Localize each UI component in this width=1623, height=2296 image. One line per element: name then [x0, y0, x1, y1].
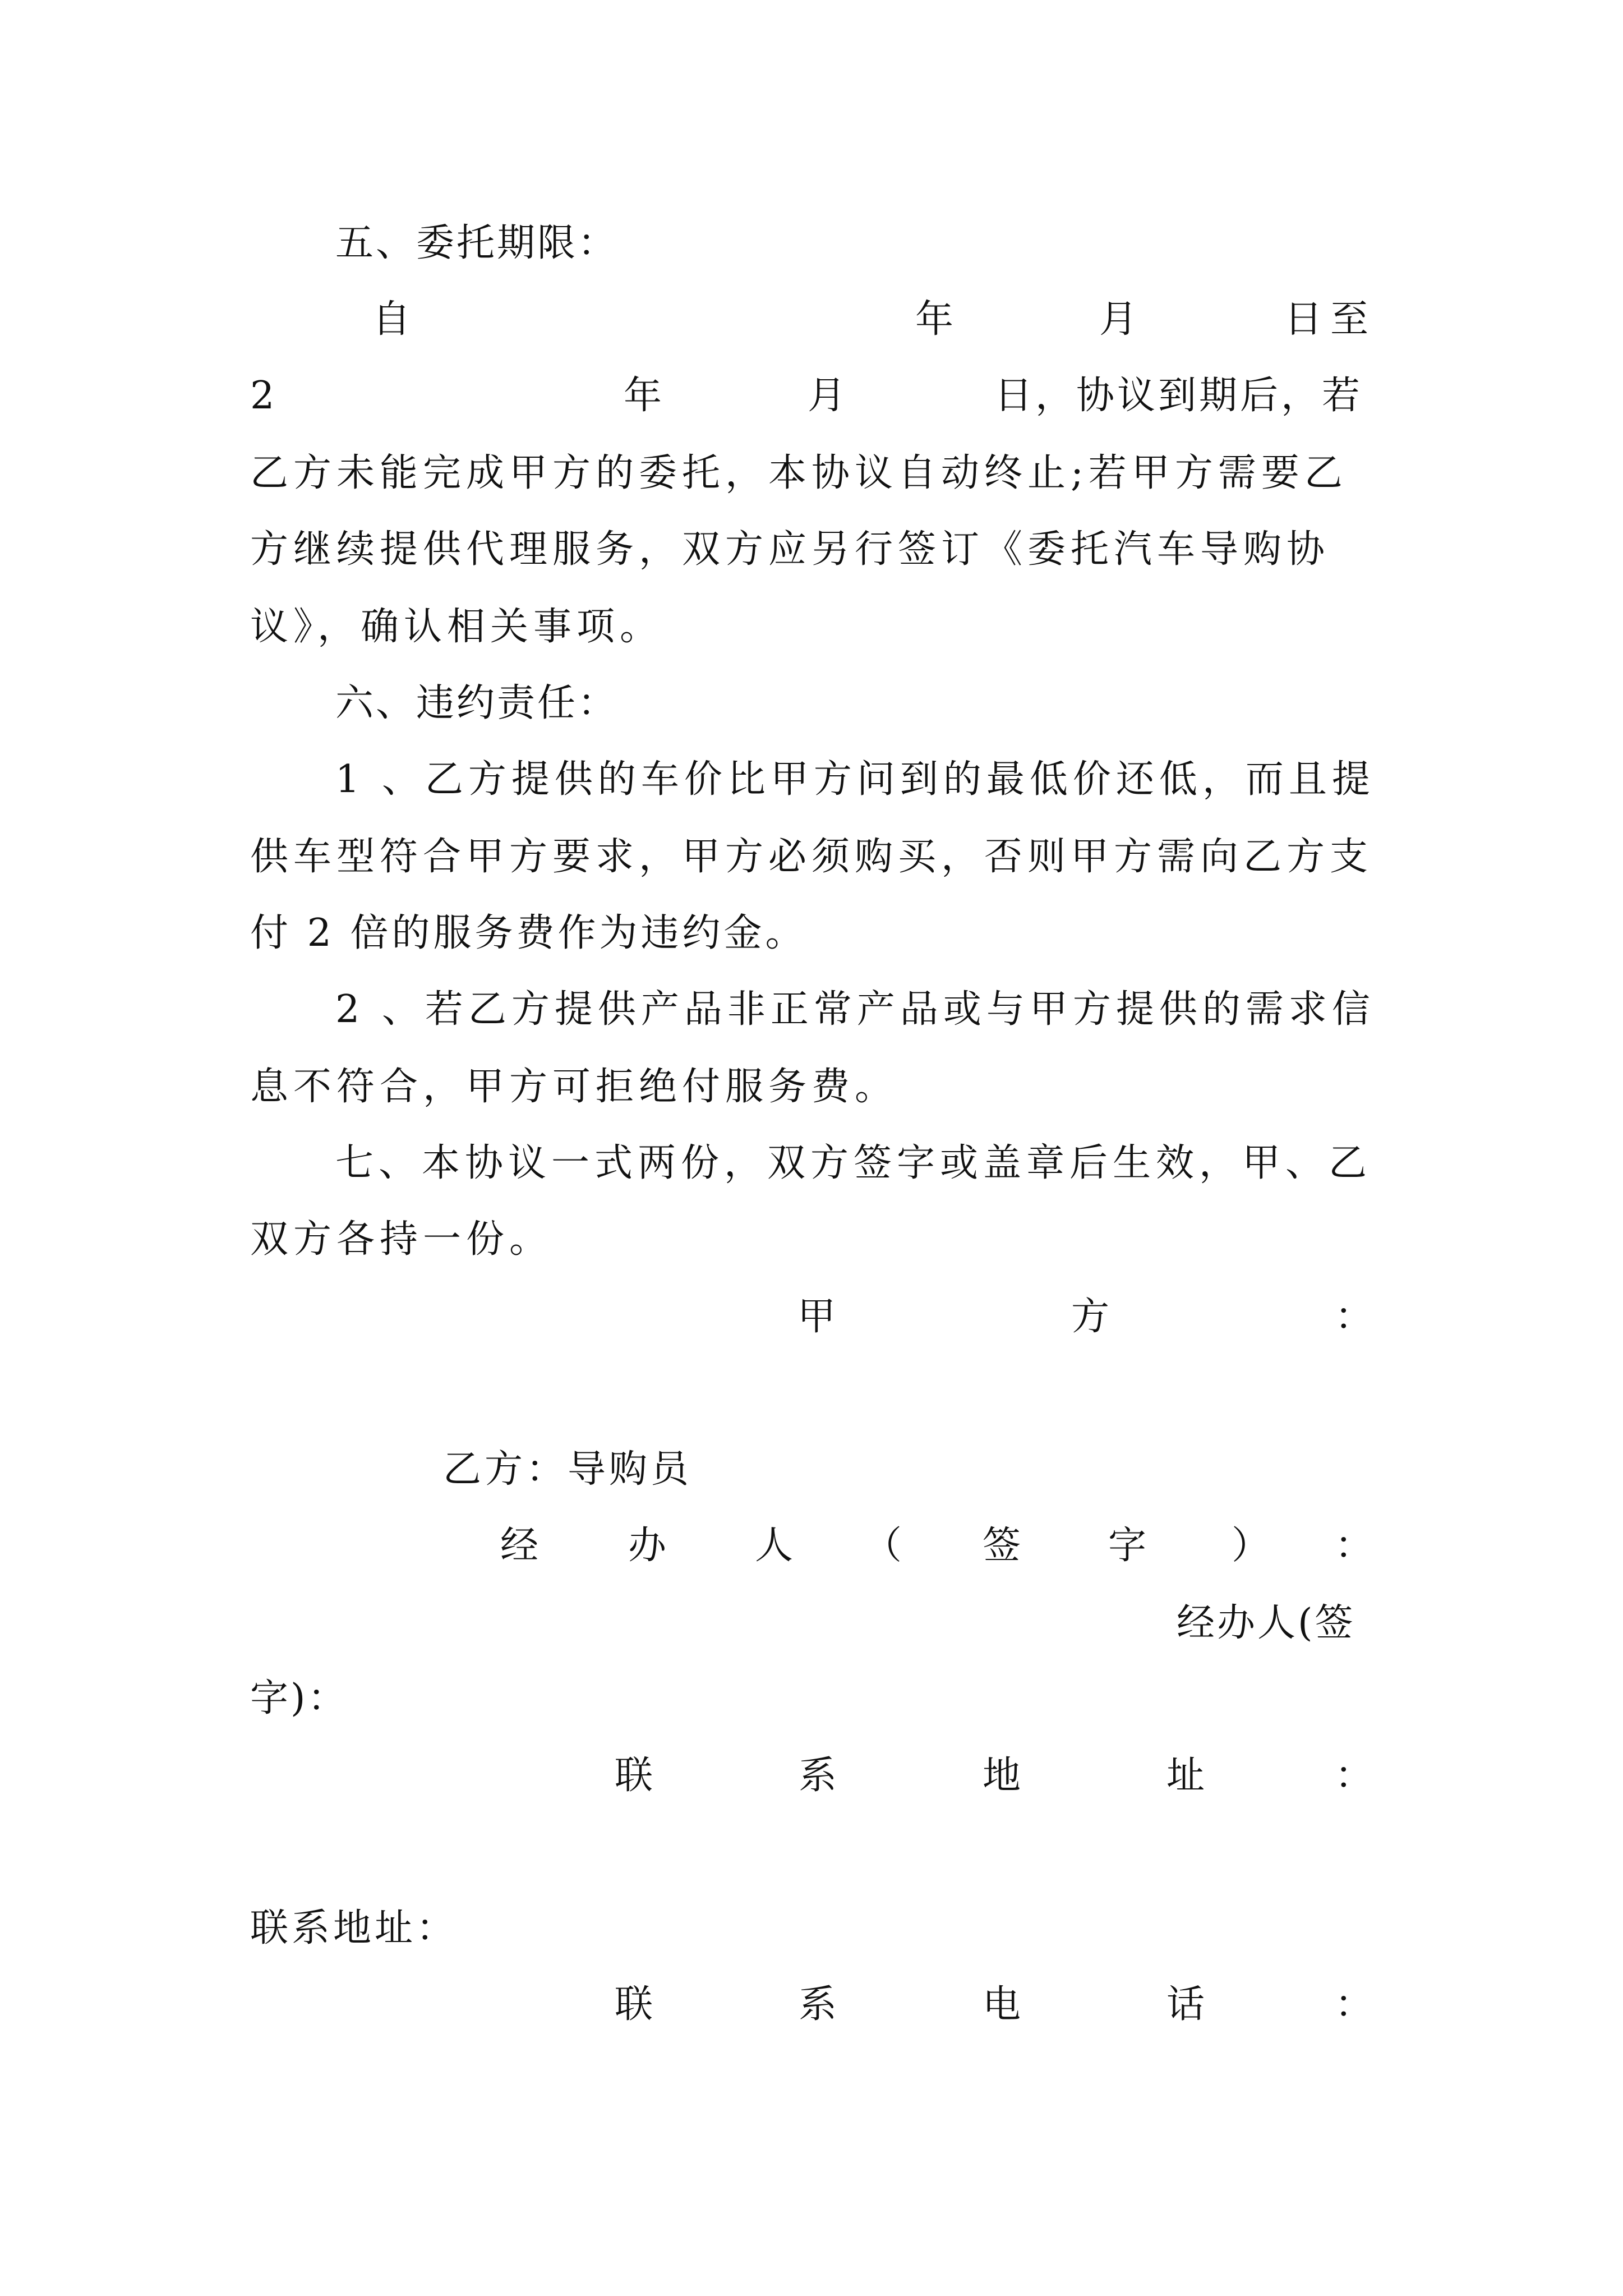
address-char4: 址 — [1166, 1754, 1205, 1798]
section6-item2-line1: 2 、若乙方提供产品非正常产品或与甲方提供的需求信 — [335, 987, 1375, 1032]
section6-item1-line2: 供车型符合甲方要求，甲方必须购买，否则甲方需向乙方支 — [250, 835, 1373, 879]
section5-line1 — [0, 297, 1623, 342]
agent-signature-right: 经办人(签 — [1177, 1601, 1355, 1645]
date-from-day: 日至 — [1284, 297, 1377, 342]
section6-item2-line2: 息不符合，甲方可拒绝付服务费。 — [250, 1065, 898, 1109]
section7-line1: 七、本协议一式两份，双方签字或盖章后生效，甲、乙 — [335, 1141, 1372, 1185]
address-char1: 联 — [615, 1754, 653, 1798]
date-to-day: 日，协议到期后，若 — [994, 374, 1363, 418]
phone-char1: 联 — [615, 1982, 653, 2027]
date-from-month: 月 — [1099, 297, 1138, 342]
agent-signature-spaced — [0, 1524, 1623, 1568]
address-spaced — [0, 1754, 1623, 1798]
address-colon: ： — [1335, 1754, 1373, 1798]
section5-line2 — [0, 374, 1623, 418]
section7-line2: 双方各持一份。 — [250, 1217, 553, 1262]
address-char2: 系 — [799, 1754, 837, 1798]
section6-item1-line1: 1 、乙方提供的车价比甲方问到的最低价还低，而且提 — [335, 757, 1375, 802]
agent-char5: 签 — [983, 1524, 1021, 1568]
address-label: 联系地址： — [250, 1906, 458, 1950]
party-a-char2: 方 — [1071, 1295, 1110, 1339]
agent-signature-wrap: 字)： — [250, 1676, 348, 1720]
date-to-month: 月 — [808, 374, 846, 418]
party-a-line — [0, 1295, 1623, 1339]
agent-char3: 人 — [755, 1524, 794, 1568]
address-char3: 地 — [983, 1754, 1021, 1798]
agent-char7: ） — [1232, 1524, 1270, 1568]
date-to-prefix: 2 — [250, 374, 275, 418]
party-a-colon: ： — [1335, 1295, 1373, 1339]
date-from-label: 自 — [372, 297, 411, 342]
section5-line5: 议》，确认相关事项。 — [250, 605, 663, 649]
phone-char3: 电 — [983, 1982, 1021, 2027]
agent-char6: 字 — [1108, 1524, 1147, 1568]
phone-spaced — [0, 1982, 1623, 2027]
agent-char2: 办 — [628, 1524, 667, 1568]
phone-char2: 系 — [799, 1982, 837, 2027]
phone-char4: 话 — [1166, 1982, 1205, 2027]
date-from-year: 年 — [915, 297, 954, 342]
section5-heading: 五、委托期限： — [335, 221, 619, 265]
agent-char1: 经 — [500, 1524, 539, 1568]
section6-item1-line3: 付 2 倍的服务费作为违约金。 — [250, 911, 807, 955]
party-b-label: 乙方：导购员 — [443, 1447, 693, 1492]
agent-char4: （ — [864, 1524, 902, 1568]
party-a-char1: 甲 — [797, 1295, 836, 1339]
section5-line3: 乙方未能完成甲方的委托，本协议自动终止;若甲方需要乙 — [250, 451, 1348, 495]
section5-line4: 方继续提供代理服务，双方应另行签订《委托汽车导购协 — [250, 527, 1330, 572]
phone-colon: ： — [1335, 1982, 1373, 2027]
agent-colon: ： — [1335, 1524, 1373, 1568]
section6-heading: 六、违约责任： — [335, 681, 619, 725]
date-to-year: 年 — [624, 374, 662, 418]
